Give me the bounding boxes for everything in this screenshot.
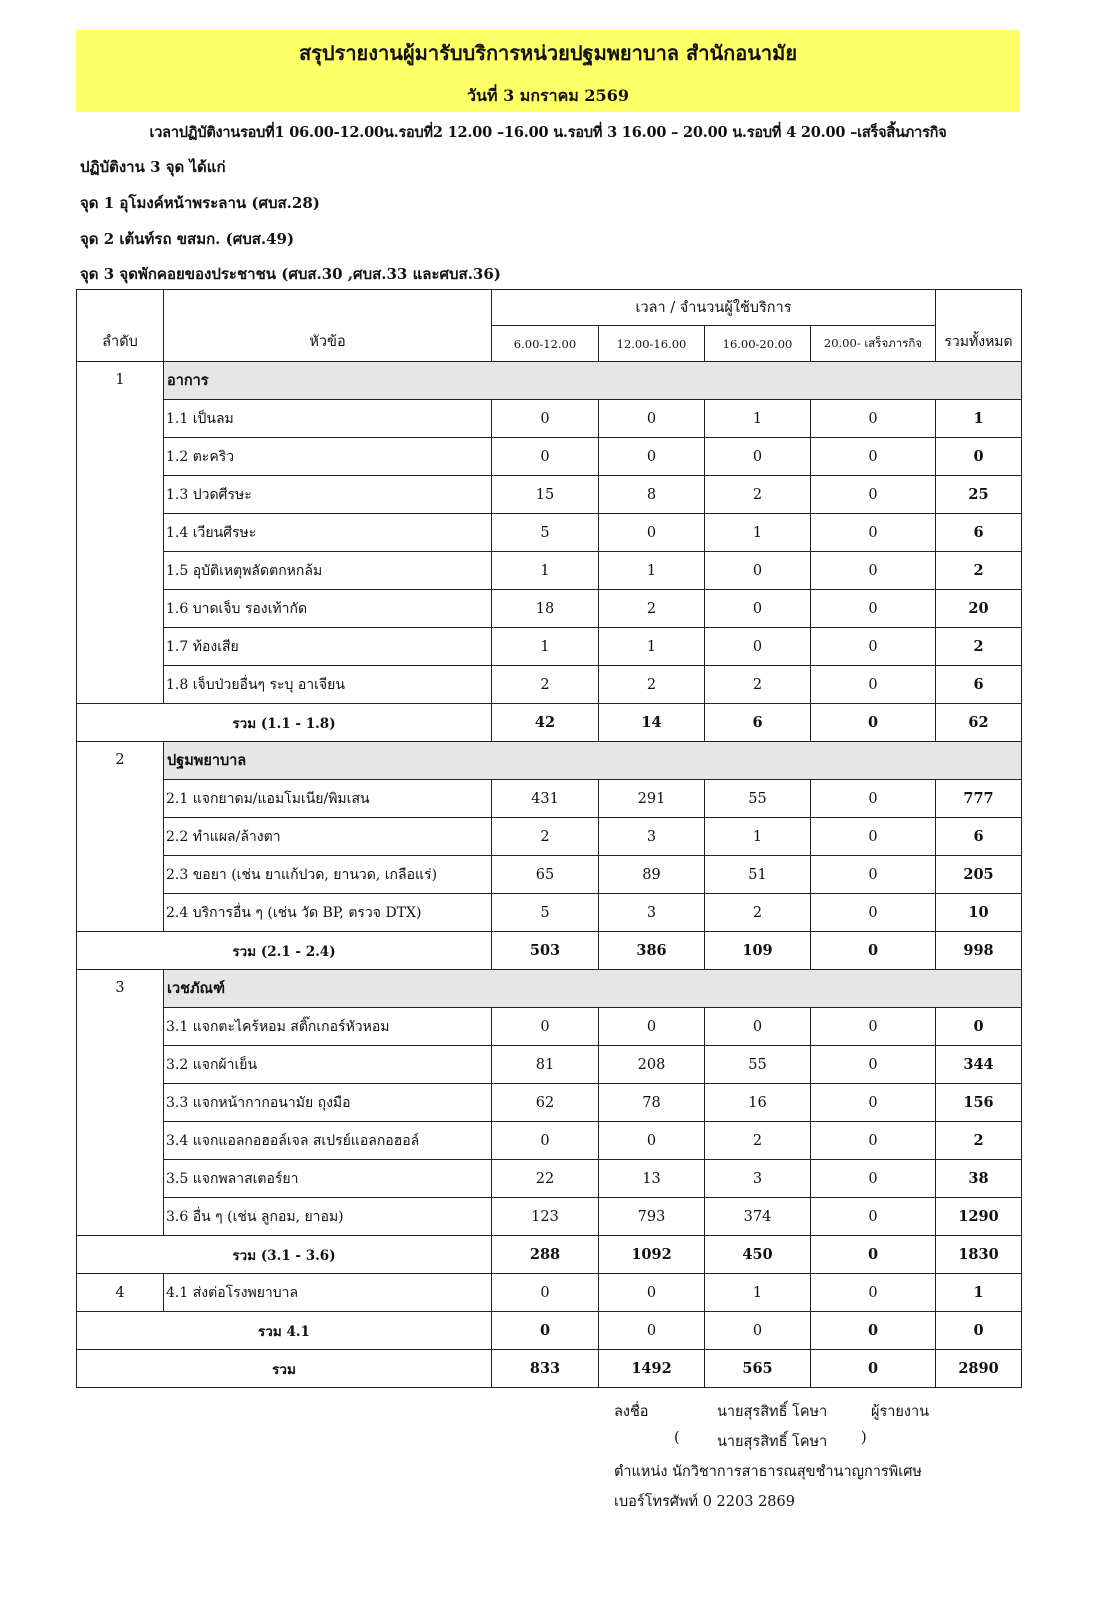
cell-t3: 6 [705, 704, 811, 742]
cell-t2: 386 [599, 932, 705, 970]
table-row [77, 400, 1022, 438]
cell-t4: 0 [811, 894, 936, 932]
cell-total: 0 [936, 1008, 1022, 1046]
report-date: วันที่ 3 มกราคม 2569 [467, 86, 629, 105]
cell-t1: 431 [492, 780, 599, 818]
header-t1: 6.00-12.00 [492, 326, 599, 362]
row-label: 3.3 แจกหน้ากากอนามัย ถุงมือ [164, 1084, 492, 1122]
cell-t4: 0 [811, 476, 936, 514]
paren-close: ) [861, 1430, 867, 1446]
cell-t2: 291 [599, 780, 705, 818]
table-row [77, 514, 1022, 552]
cell-t3: 1 [705, 514, 811, 552]
cell-t4: 0 [811, 856, 936, 894]
cell-total: 2890 [936, 1350, 1022, 1388]
table-row [77, 552, 1022, 590]
subtotal-row [77, 932, 1022, 970]
cell-t4: 0 [811, 552, 936, 590]
cell-t4: 0 [811, 1350, 936, 1388]
cell-t3: 2 [705, 894, 811, 932]
cell-t1: 5 [492, 514, 599, 552]
cell-t3: 1 [705, 400, 811, 438]
cell-t1: 1 [492, 628, 599, 666]
section-title: อาการ [164, 362, 1022, 400]
cell-t3: 0 [705, 590, 811, 628]
cell-t4: 0 [811, 1236, 936, 1274]
cell-t2: 0 [599, 1008, 705, 1046]
table-row [77, 1084, 1022, 1122]
cell-total: 1290 [936, 1198, 1022, 1236]
header-total: รวมทั้งหมด [936, 290, 1022, 362]
cell-total: 0 [936, 438, 1022, 476]
cell-t4: 0 [811, 1274, 936, 1312]
cell-t2: 793 [599, 1198, 705, 1236]
row-label: 1.1 เป็นลม [164, 400, 492, 438]
table-row [77, 666, 1022, 704]
cell-t3: 109 [705, 932, 811, 970]
cell-t4: 0 [811, 818, 936, 856]
cell-t2: 0 [599, 400, 705, 438]
table-row [77, 1274, 1022, 1312]
cell-t3: 0 [705, 438, 811, 476]
cell-total: 10 [936, 894, 1022, 932]
cell-t2: 208 [599, 1046, 705, 1084]
signer-name: นายสุรสิทธิ์ โคษา [717, 1404, 828, 1420]
row-label: 1.3 ปวดศีรษะ [164, 476, 492, 514]
cell-t1: 5 [492, 894, 599, 932]
section-row [77, 970, 1022, 1008]
cell-t3: 2 [705, 1122, 811, 1160]
header-time-group: เวลา / จำนวนผู้ใช้บริการ [492, 290, 936, 326]
cell-total: 2 [936, 628, 1022, 666]
cell-t2: 2 [599, 590, 705, 628]
cell-t3: 2 [705, 476, 811, 514]
section-title: เวชภัณฑ์ [164, 970, 1022, 1008]
grand-total-label: รวม [77, 1350, 492, 1388]
signature-label: ลงชื่อ [614, 1404, 649, 1420]
table-row [77, 1008, 1022, 1046]
table-row [77, 1046, 1022, 1084]
cell-t3: 1 [705, 818, 811, 856]
row-label: 1.6 บาดเจ็บ รองเท้ากัด [164, 590, 492, 628]
subtotal-row [77, 704, 1022, 742]
section-number: 2 [77, 742, 164, 932]
signer-role: ผู้รายงาน [871, 1404, 930, 1420]
cell-t4: 0 [811, 1008, 936, 1046]
header-topic: หัวข้อ [164, 290, 492, 362]
cell-total: 1830 [936, 1236, 1022, 1274]
cell-total: 998 [936, 932, 1022, 970]
point-2: จุด 2 เต้นท์รถ ขสมก. (ศบส.49) [80, 230, 295, 248]
cell-t2: 0 [599, 438, 705, 476]
cell-t1: 1 [492, 552, 599, 590]
cell-t2: 13 [599, 1160, 705, 1198]
header-row-1 [77, 290, 1022, 326]
cell-total: 156 [936, 1084, 1022, 1122]
cell-t3: 0 [705, 1312, 811, 1350]
row-label: 2.1 แจกยาดม/แอมโมเนีย/พิมเสน [164, 780, 492, 818]
cell-t4: 0 [811, 704, 936, 742]
header-t2: 12.00-16.00 [599, 326, 705, 362]
cell-t3: 16 [705, 1084, 811, 1122]
table-row [77, 1122, 1022, 1160]
cell-t3: 51 [705, 856, 811, 894]
table-row [77, 1198, 1022, 1236]
cell-total: 2 [936, 1122, 1022, 1160]
row-label: 3.1 แจกตะไคร้หอม สติ๊กเกอร์หัวหอม [164, 1008, 492, 1046]
row-label: 1.4 เวียนศีรษะ [164, 514, 492, 552]
signer-position: ตำแหน่ง นักวิชาการสาธารณสุขชำนาญการพิเศษ [614, 1464, 922, 1480]
row-label: 1.5 อุบัติเหตุพลัดตกหกล้ม [164, 552, 492, 590]
cell-t1: 0 [492, 1312, 599, 1350]
cell-t3: 0 [705, 628, 811, 666]
subtotal-label: รวม (3.1 - 3.6) [77, 1236, 492, 1274]
cell-t3: 55 [705, 780, 811, 818]
cell-t1: 42 [492, 704, 599, 742]
cell-t4: 0 [811, 932, 936, 970]
cell-t3: 0 [705, 552, 811, 590]
table-row [77, 590, 1022, 628]
cell-total: 6 [936, 666, 1022, 704]
section-title: ปฐมพยาบาล [164, 742, 1022, 780]
cell-t1: 0 [492, 1122, 599, 1160]
cell-t1: 288 [492, 1236, 599, 1274]
row-label: 2.2 ทำแผล/ล้างตา [164, 818, 492, 856]
cell-t4: 0 [811, 1122, 936, 1160]
cell-t1: 18 [492, 590, 599, 628]
cell-total: 6 [936, 514, 1022, 552]
cell-t4: 0 [811, 1084, 936, 1122]
cell-t3: 565 [705, 1350, 811, 1388]
table-row [77, 628, 1022, 666]
report-title: สรุปรายงานผู้มารับบริการหน่วยปฐมพยาบาล สำนักอนามัย [298, 41, 798, 65]
subtotal-label: รวม (2.1 - 2.4) [77, 932, 492, 970]
cell-t4: 0 [811, 1160, 936, 1198]
cell-t3: 374 [705, 1198, 811, 1236]
row-label: 3.6 อื่น ๆ (เช่น ลูกอม, ยาอม) [164, 1198, 492, 1236]
table-row [77, 818, 1022, 856]
cell-t1: 0 [492, 1008, 599, 1046]
row-label: 1.8 เจ็บป่วยอื่นๆ ระบุ อาเจียน [164, 666, 492, 704]
cell-t1: 81 [492, 1046, 599, 1084]
table-row [77, 780, 1022, 818]
subtotal-label: รวม 4.1 [77, 1312, 492, 1350]
cell-total: 344 [936, 1046, 1022, 1084]
cell-t3: 0 [705, 1008, 811, 1046]
cell-t1: 22 [492, 1160, 599, 1198]
work-schedule: เวลาปฏิบัติงานรอบที่1 06.00-12.00น.รอบที่2 12.00 –16.00 น.รอบที่ 3 16.00 – 20.00 น.รอบที่ 4 20.00 –เสร็จสิ้นภารกิจ [149, 124, 947, 141]
cell-t4: 0 [811, 514, 936, 552]
point-3: จุด 3 จุดพักคอยของประชาชน (ศบส.30 ,ศบส.33 และศบส.36) [80, 265, 501, 283]
cell-t2: 89 [599, 856, 705, 894]
report-header [76, 30, 1020, 112]
row-label: 4.1 ส่งต่อโรงพยาบาล [164, 1274, 492, 1312]
cell-total: 2 [936, 552, 1022, 590]
cell-t1: 0 [492, 1274, 599, 1312]
cell-t1: 62 [492, 1084, 599, 1122]
cell-t4: 0 [811, 1312, 936, 1350]
header-t3: 16.00-20.00 [705, 326, 811, 362]
cell-total: 0 [936, 1312, 1022, 1350]
signer-name-print: นายสุรสิทธิ์ โคษา [717, 1434, 828, 1450]
section-number: 4 [77, 1274, 164, 1312]
cell-t3: 450 [705, 1236, 811, 1274]
row-label: 3.4 แจกแอลกอฮอล์เจล สเปรย์แอลกอฮอล์ [164, 1122, 492, 1160]
section-number: 1 [77, 362, 164, 704]
row-label: 3.5 แจกพลาสเตอร์ยา [164, 1160, 492, 1198]
cell-t2: 1 [599, 552, 705, 590]
cell-total: 25 [936, 476, 1022, 514]
cell-t1: 15 [492, 476, 599, 514]
header-t4: 20.00- เสร็จภารกิจ [811, 326, 936, 362]
cell-t3: 2 [705, 666, 811, 704]
cell-total: 62 [936, 704, 1022, 742]
cell-t1: 0 [492, 400, 599, 438]
row-label: 2.3 ขอยา (เช่น ยาแก้ปวด, ยานวด, เกลือแร่) [164, 856, 492, 894]
cell-total: 1 [936, 400, 1022, 438]
cell-t4: 0 [811, 628, 936, 666]
table-row [77, 476, 1022, 514]
cell-t4: 0 [811, 666, 936, 704]
paren-open: ( [674, 1430, 680, 1446]
table-row [77, 1160, 1022, 1198]
table-row [77, 894, 1022, 932]
cell-t4: 0 [811, 780, 936, 818]
cell-t1: 2 [492, 818, 599, 856]
header-seq: ลำดับ [77, 290, 164, 362]
row-label: 3.2 แจกผ้าเย็น [164, 1046, 492, 1084]
cell-t4: 0 [811, 1046, 936, 1084]
cell-t2: 0 [599, 1312, 705, 1350]
row-label: 1.2 ตะคริว [164, 438, 492, 476]
cell-t4: 0 [811, 438, 936, 476]
cell-total: 777 [936, 780, 1022, 818]
cell-t2: 0 [599, 1122, 705, 1160]
points-intro: ปฏิบัติงาน 3 จุด ได้แก่ [80, 158, 226, 176]
section-row [77, 742, 1022, 780]
cell-total: 6 [936, 818, 1022, 856]
cell-t2: 8 [599, 476, 705, 514]
cell-t2: 1492 [599, 1350, 705, 1388]
cell-total: 38 [936, 1160, 1022, 1198]
table-row [77, 856, 1022, 894]
subtotal-label: รวม (1.1 - 1.8) [77, 704, 492, 742]
service-report-table [76, 289, 1022, 1388]
cell-t3: 1 [705, 1274, 811, 1312]
cell-t1: 503 [492, 932, 599, 970]
grand-total-row [77, 1350, 1022, 1388]
section-number: 3 [77, 970, 164, 1236]
cell-t2: 1 [599, 628, 705, 666]
subtotal-row [77, 1236, 1022, 1274]
cell-t1: 2 [492, 666, 599, 704]
cell-total: 20 [936, 590, 1022, 628]
table-row [77, 438, 1022, 476]
cell-t2: 0 [599, 1274, 705, 1312]
cell-t1: 0 [492, 438, 599, 476]
cell-t1: 833 [492, 1350, 599, 1388]
cell-t4: 0 [811, 400, 936, 438]
cell-t2: 78 [599, 1084, 705, 1122]
cell-t2: 2 [599, 666, 705, 704]
subtotal-row [77, 1312, 1022, 1350]
cell-t2: 3 [599, 818, 705, 856]
cell-total: 1 [936, 1274, 1022, 1312]
row-label: 2.4 บริการอื่น ๆ (เช่น วัด BP, ตรวจ DTX) [164, 894, 492, 932]
row-label: 1.7 ท้องเสีย [164, 628, 492, 666]
signer-phone: เบอร์โทรศัพท์ 0 2203 2869 [614, 1494, 795, 1510]
section-row [77, 362, 1022, 400]
cell-t3: 3 [705, 1160, 811, 1198]
cell-t4: 0 [811, 590, 936, 628]
cell-t2: 3 [599, 894, 705, 932]
cell-t2: 0 [599, 514, 705, 552]
cell-t2: 1092 [599, 1236, 705, 1274]
cell-total: 205 [936, 856, 1022, 894]
cell-t2: 14 [599, 704, 705, 742]
cell-t4: 0 [811, 1198, 936, 1236]
cell-t1: 123 [492, 1198, 599, 1236]
point-1: จุด 1 อุโมงค์หน้าพระลาน (ศบส.28) [80, 194, 320, 212]
cell-t1: 65 [492, 856, 599, 894]
cell-t3: 55 [705, 1046, 811, 1084]
